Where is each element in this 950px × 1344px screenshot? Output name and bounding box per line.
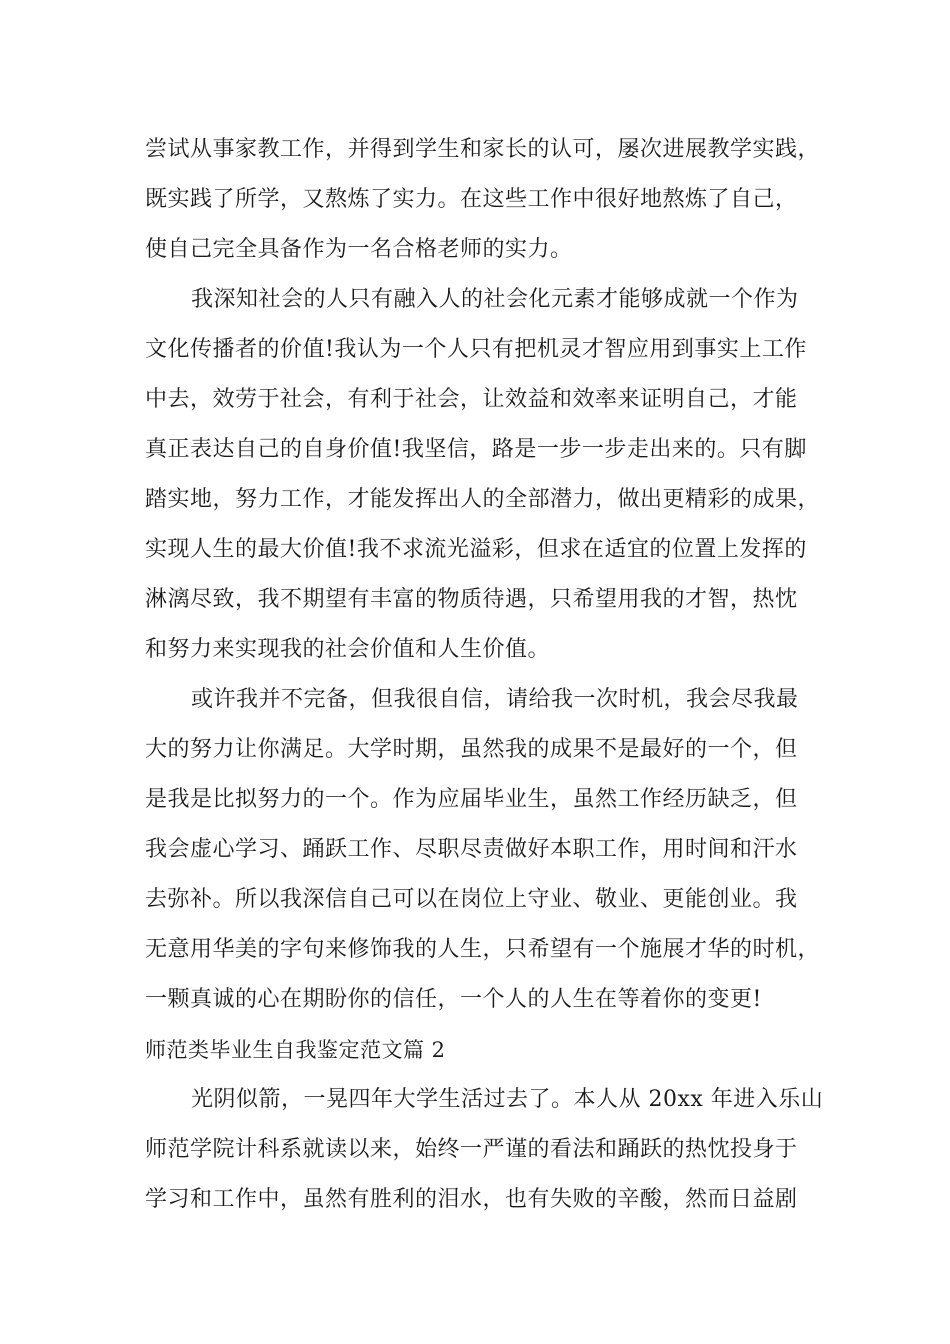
paragraph-2-line-1: 我深知社会的人只有融入人的社会化元素才能够成就一个作为 [191, 287, 799, 312]
paragraph-3-line-2: 大的努力让你满足。大学时期，虽然我的成果不是最好的一个，但 [145, 737, 798, 762]
paragraph-2-line-2: 文化传播者的价值!我认为一个人只有把机灵才智应用到事实上工作 [145, 337, 807, 362]
paragraph-1-line-3: 使自己完全具备作为一名合格老师的实力。 [145, 237, 573, 262]
paragraph-4-line-2: 师范学院计科系就读以来，始终一严谨的看法和踊跃的热忱投身于 [145, 1137, 798, 1162]
paragraph-3-line-7: 一颗真诚的心在期盼你的信任，一个人的人生在等着你的变更! [145, 987, 762, 1012]
paragraph-3-line-6: 无意用华美的字句来修饰我的人生，只希望有一个施展才华的时机， [145, 937, 821, 962]
paragraph-1-line-2: 既实践了所学，又熬炼了实力。在这些工作中很好地熬炼了自己， [145, 187, 798, 212]
paragraph-3-line-4: 我会虚心学习、踊跃工作、尽职尽责做好本职工作，用时间和汗水 [145, 837, 798, 862]
paragraph-2-line-4: 真正表达自己的自身价值!我坚信，路是一步一步走出来的。只有脚 [145, 437, 807, 462]
paragraph-2-line-7: 淋漓尽致，我不期望有丰富的物质待遇，只希望用我的才智，热忱 [145, 587, 798, 612]
paragraph-4-line-1: 光阴似箭，一晃四年大学生活过去了。本人从 20xx 年进入乐山 [191, 1087, 824, 1112]
paragraph-4-line-3: 学习和工作中，虽然有胜利的泪水，也有失败的辛酸，然而日益剧 [145, 1187, 798, 1212]
paragraph-2-line-6: 实现人生的最大价值!我不求流光溢彩，但求在适宜的位置上发挥的 [145, 537, 807, 562]
paragraph-3-line-3: 是我是比拟努力的一个。作为应届毕业生，虽然工作经历缺乏，但 [145, 787, 798, 812]
paragraph-2-line-5: 踏实地，努力工作，才能发挥出人的全部潜力，做出更精彩的成果， [145, 487, 821, 512]
section-heading: 师范类毕业生自我鉴定范文篇 2 [145, 1038, 446, 1062]
paragraph-1-line-1: 尝试从事家教工作，并得到学生和家长的认可，屡次进展教学实践， [145, 137, 821, 162]
paragraph-2-line-3: 中去，效劳于社会，有利于社会，让效益和效率来证明自己，才能 [145, 387, 798, 412]
paragraph-3-line-1: 或许我并不完备，但我很自信，请给我一次时机，我会尽我最 [191, 687, 799, 712]
paragraph-3-line-5: 去弥补。所以我深信自己可以在岗位上守业、敬业、更能创业。我 [145, 887, 798, 912]
paragraph-2-line-8: 和努力来实现我的社会价值和人生价值。 [145, 637, 551, 662]
